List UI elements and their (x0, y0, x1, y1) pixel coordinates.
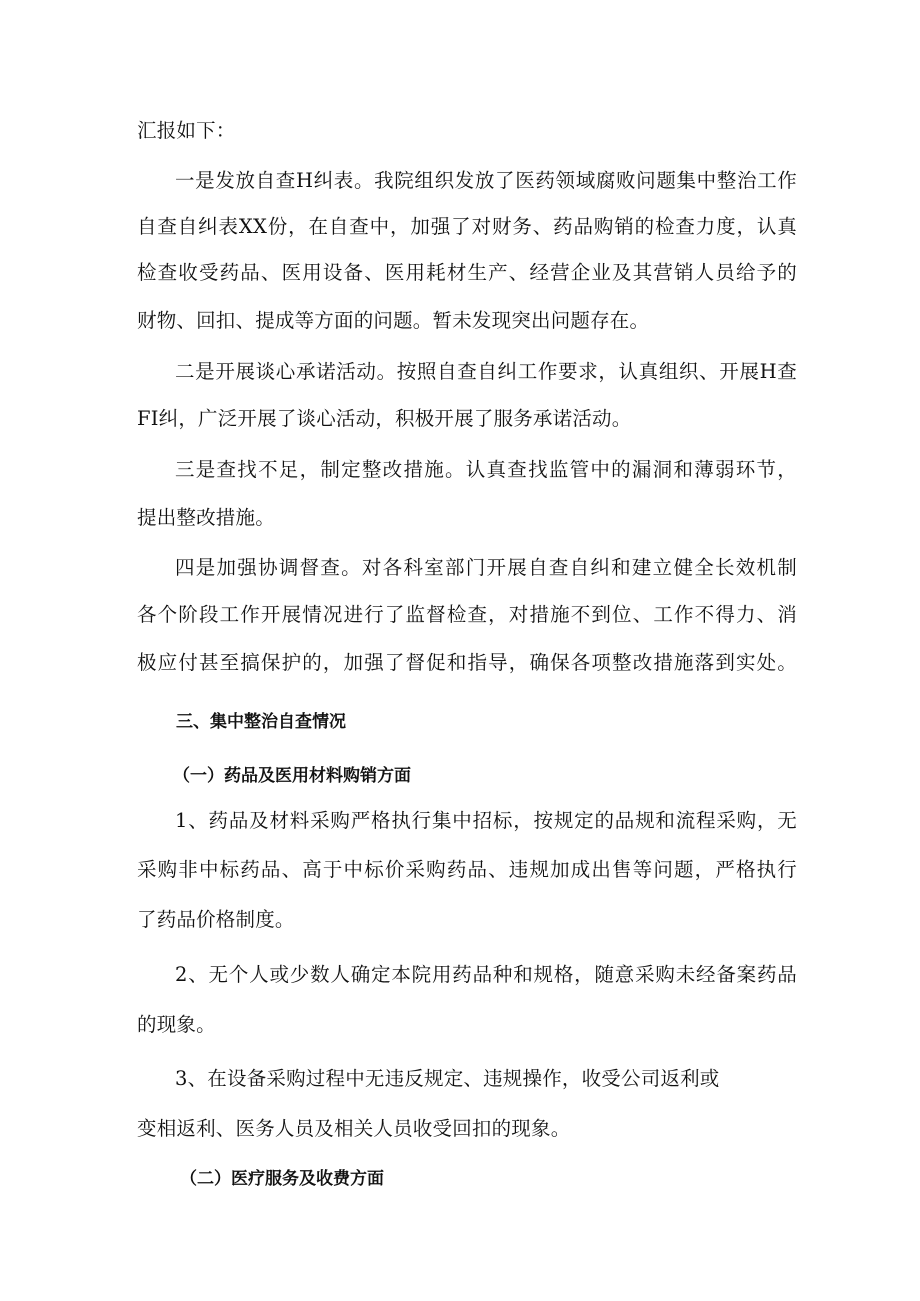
paragraph-line: 四是加强协调督查。对各科室部门开展自查自纠和建立健全长效机制 (175, 556, 797, 579)
paragraph-line: 自查自纠表XX份，在自查中，加强了对财务、药品购销的检查力度，认真 (137, 215, 797, 238)
paragraph-line: 三是查找不足，制定整改措施。认真查找监管中的漏洞和薄弱环节， (175, 458, 797, 481)
paragraph-line: 一是发放自查H纠表。我院组织发放了医药领域腐败问题集中整治工作 (175, 169, 797, 192)
paragraph-line: 检查收受药品、医用设备、医用耗材生产、经营企业及其营销人员给予的 (137, 261, 797, 284)
paragraph-line: 提出整改措施。 (137, 506, 275, 529)
section-heading: 三、集中整治自查情况 (176, 712, 346, 732)
paragraph-line: 二是开展谈心承诺活动。按照自查自纠工作要求，认真组织、开展H查 (175, 360, 797, 383)
paragraph-line: 汇报如下： (137, 119, 236, 142)
paragraph-line: 极应付甚至搞保护的，加强了督促和指导，确保各项整改措施落到实处。 (137, 651, 797, 674)
paragraph-line: 采购非中标药品、高于中标价采购药品、违规加成出售等问题，严格执行 (137, 858, 797, 881)
paragraph-line: 3、在设备采购过程中无违反规定、违规操作，收受公司返利或 (175, 1067, 720, 1090)
paragraph-line: 1、药品及材料采购严格执行集中招标，按规定的品规和流程采购，无 (175, 809, 797, 832)
paragraph-line: 2、无个人或少数人确定本院用药品种和规格，随意采购未经备案药品 (175, 963, 797, 986)
paragraph-line: 财物、回扣、提成等方面的问题。暂未发现突出问题存在。 (137, 309, 650, 332)
paragraph-line: 的现象。 (137, 1013, 216, 1036)
subheading-medical-services: （二）医疗服务及收费方面 (180, 1169, 384, 1189)
paragraph-line: 了药品价格制度。 (137, 908, 295, 931)
subheading-drugs-materials: （一）药品及医用材料购销方面 (173, 766, 411, 786)
paragraph-line: 变相返利、医务人员及相关人员收受回扣的现象。 (137, 1117, 571, 1140)
paragraph-line: FI纠，广泛开展了谈心活动，积极开展了服务承诺活动。 (137, 407, 632, 430)
paragraph-line: 各个阶段工作开展情况进行了监督检查，对措施不到位、工作不得力、消 (137, 603, 797, 626)
